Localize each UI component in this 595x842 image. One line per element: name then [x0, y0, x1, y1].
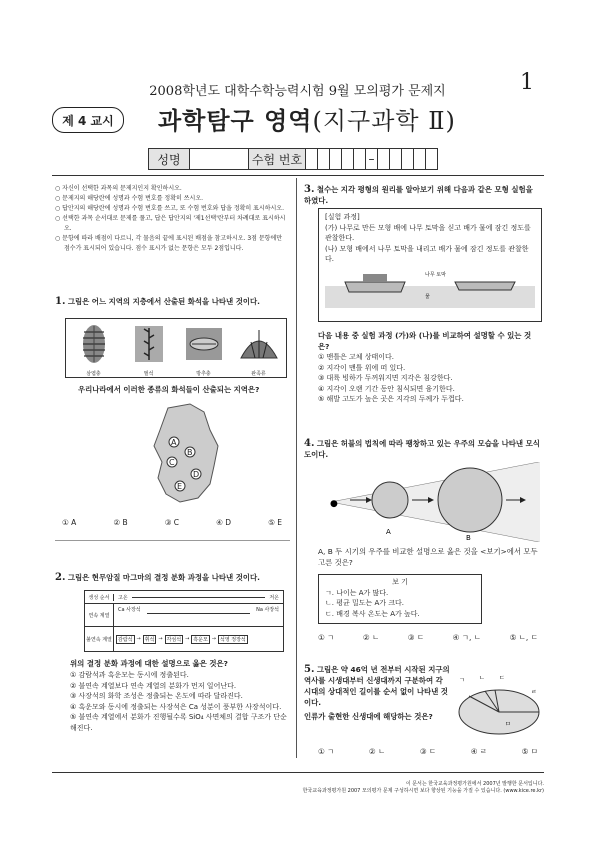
- fossil-brachiopod: 완족류: [234, 322, 284, 377]
- exam-no-dash: –: [366, 149, 378, 169]
- option[interactable]: ⑤ 해발 고도가 높은 곳은 지각의 두께가 두껍다.: [318, 395, 464, 403]
- choices: [318, 746, 538, 757]
- trilobite-icon: [72, 322, 116, 366]
- option[interactable]: ④ 지각이 오랜 기간 동안 침식되면 융기한다.: [318, 384, 455, 393]
- svg-text:D: D: [193, 470, 200, 479]
- question-stem: 그림은 어느 지역의 지층에서 산출된 화석을 나타낸 것이다.: [67, 297, 260, 306]
- choices: [62, 518, 282, 527]
- question-sub: 다음 내용 중 실험 과정 (가)와 (나)를 비교하여 설명할 수 있는 것은?: [318, 331, 532, 351]
- question-number: 3.: [304, 184, 315, 195]
- option[interactable]: ④ 흑운모와 동시에 정출되는 사장석은 Ca 성분이 풍부한 사장석이다.: [70, 702, 282, 711]
- option[interactable]: ⑤ 불연속 계열에서 분화가 진행될수록 SiO₄ 사면체의 결합 구조가 단순해진다.: [70, 713, 287, 732]
- fossil-fusulinid: 방추충: [179, 322, 229, 377]
- choice[interactable]: ③ C: [164, 518, 180, 527]
- svg-text:ㄱ: ㄱ: [459, 677, 465, 684]
- subsubject-name: (지구과학 Ⅱ): [312, 107, 456, 135]
- name-exam-box: [148, 148, 438, 170]
- option[interactable]: ② 지각이 맨틀 위에 떠 있다.: [318, 363, 406, 372]
- exam-no-digit[interactable]: [414, 149, 426, 169]
- exam-no-label: 수험 번호: [249, 149, 306, 169]
- fossil-trilobite: 삼엽충: [69, 322, 119, 377]
- svg-text:ㄴ: ㄴ: [479, 675, 485, 682]
- page-number: 1: [520, 70, 534, 95]
- svg-text:B: B: [187, 448, 193, 457]
- options: [318, 352, 540, 405]
- fossil-graptolite: 필석: [124, 322, 174, 377]
- exam-no-digit[interactable]: [378, 149, 390, 169]
- korea-map: [140, 402, 230, 512]
- name-label: 성명: [149, 149, 190, 169]
- instruction-item: ○ 문제지의 해당란에 성명과 수험 번호를 정확히 쓰시오.: [55, 195, 204, 202]
- svg-text:ㄹ: ㄹ: [531, 689, 537, 696]
- choice[interactable]: ④ ㄹ: [470, 747, 488, 756]
- exam-no-digit[interactable]: [354, 149, 366, 169]
- svg-text:A: A: [171, 438, 177, 447]
- question-4: [304, 438, 542, 460]
- exam-no-digit[interactable]: [402, 149, 414, 169]
- question-sub: 인류가 출현한 신생대에 해당하는 것은?: [304, 712, 433, 721]
- svg-text:B: B: [466, 534, 471, 542]
- svg-text:C: C: [169, 458, 175, 467]
- svg-text:E: E: [177, 482, 183, 491]
- choices: [318, 632, 538, 643]
- session-badge: 제 4 교시: [52, 107, 124, 133]
- footer: 이 문서는 한국교육과정평가원에서 2007년 발행한 문서입니다. 한국교육과정평가원 2007 모의평가 문제 구성하시면 보다 향상된 기능을 가질 수 있습니다. (www.kice.re.kr): [302, 781, 544, 794]
- exam-no-digit[interactable]: [318, 149, 330, 169]
- svg-text:물: 물: [425, 293, 430, 300]
- choice[interactable]: ③ ㄷ: [407, 633, 425, 642]
- exam-no-digit[interactable]: [390, 149, 402, 169]
- bogi-item: ㄱ. 나이는 A가 많다.: [325, 588, 389, 597]
- svg-text:나무 토막: 나무 토막: [425, 271, 446, 278]
- svg-text:A: A: [386, 528, 391, 536]
- bogi-item: ㄴ. 평균 밀도는 A가 크다.: [325, 599, 404, 607]
- boat-diagram: [325, 268, 535, 308]
- option[interactable]: ③ 사장석의 화학 조성은 정출되는 온도에 따라 달라진다.: [70, 692, 243, 700]
- instruction-item: ○ 답안지의 해당란에 성명과 수험 번호를 쓰고, 또 수험 번호와 답을 정확히 표시하시오.: [55, 205, 285, 212]
- question-5: [304, 664, 452, 722]
- question-stem: 그림은 약 46억 년 전부터 시작된 지구의 역사를 시생대부터 신생대까지 구분하여 각 시대의 상대적인 길이를 순서 없이 나타낸 것이다.: [304, 665, 450, 707]
- subject-name: 과학탐구 영역: [158, 106, 313, 135]
- name-field[interactable]: [190, 149, 249, 169]
- divider: [55, 540, 290, 541]
- instruction-item: ○ 문항에 따라 배점이 다르니, 각 물음의 끝에 표시된 배점을 참고하시오. 3점 문항에만 점수가 표시되어 있습니다. 점수 표시가 없는 문항은 모두 2점입니다.: [55, 235, 283, 252]
- fossil-figure: [65, 318, 287, 378]
- header-rule: [52, 175, 544, 176]
- question-stem: 철수는 지각 평형의 원리를 알아보기 위해 다음과 같은 모형 실험을 하였다.: [304, 185, 533, 205]
- question-number: 2.: [55, 572, 66, 583]
- question-number: 4.: [304, 438, 315, 449]
- instructions: [55, 184, 287, 254]
- bogi-item: ㄷ. 배경 복사 온도는 A가 높다.: [325, 609, 420, 618]
- exam-no-digit[interactable]: [426, 149, 437, 169]
- svg-text:●: ●: [330, 499, 338, 509]
- step-b: (나) 모형 배에서 나무 토막을 내리고 배가 물에 잠긴 정도를 관찰한다.: [325, 244, 529, 263]
- option[interactable]: ① 맨틀은 고체 상태이다.: [318, 353, 395, 361]
- graptolite-icon: [127, 322, 171, 366]
- choice[interactable]: ① A: [62, 518, 77, 527]
- experiment-box: [실험 과정] (가) 나무로 만든 모형 배에 나무 토막을 싣고 배가 물에 잠긴 정도를 관찰한다. (나) 모형 배에서 나무 토막을 내리고 배가 물에 잠긴 정도를 관찰한다. 나무 토막 물: [318, 208, 542, 322]
- question-number: 5.: [304, 664, 315, 675]
- choice[interactable]: ② ㄴ: [368, 747, 386, 756]
- svg-text:ㅁ: ㅁ: [505, 721, 511, 728]
- choice[interactable]: ① ㄱ: [318, 633, 335, 642]
- question-3: [304, 184, 542, 206]
- question-1: [55, 296, 290, 307]
- question-sub: A, B 두 시기의 우주를 비교한 설명으로 옳은 것을 <보기>에서 모두 고른 것은?: [318, 547, 538, 567]
- option[interactable]: ③ 대륙 빙하가 두꺼워지면 지각은 침강한다.: [318, 374, 453, 382]
- instruction-item: ○ 선택한 과목 순서대로 문제를 풀고, 답은 답안지의 '제1선택'란부터 차례대로 표시하시오.: [55, 215, 286, 232]
- option[interactable]: ② 불연속 계열보다 연속 계열의 분화가 먼저 일어난다.: [70, 681, 237, 690]
- crystallization-diagram: 생성 순서 고온 저온 연속 계열 Ca 사장석 Na 사장석 불연속 계열 감람석 → 휘석 → 각섬석 → 흑운모 → 석영 정장석: [84, 590, 284, 652]
- choice[interactable]: ④ ㄱ, ㄴ: [452, 633, 482, 642]
- question-2: [55, 572, 290, 583]
- exam-title: 2008학년도 대학수학능력시험 9월 모의평가 문제지: [149, 84, 446, 99]
- exam-no-digit[interactable]: [330, 149, 342, 169]
- fusulinid-icon: [182, 322, 226, 366]
- exam-no-digit[interactable]: [306, 149, 318, 169]
- question-number: 1.: [55, 296, 66, 307]
- svg-text:ㄷ: ㄷ: [499, 675, 505, 682]
- step-a: (가) 나무로 만든 모형 배에 나무 토막을 싣고 배가 물에 잠긴 정도를 관찰한다.: [325, 223, 531, 242]
- choice[interactable]: ⑤ ㅁ: [521, 747, 538, 756]
- question-sub: 위의 결정 분화 과정에 대한 설명으로 옳은 것은?: [70, 659, 228, 668]
- brachiopod-icon: [237, 322, 281, 366]
- era-pie-chart: [455, 672, 545, 742]
- option[interactable]: ① 감람석과 흑운모는 동시에 정출된다.: [70, 671, 189, 679]
- choice[interactable]: ④ D: [216, 518, 232, 527]
- choice[interactable]: ② B: [113, 518, 128, 527]
- options: [70, 670, 292, 733]
- question-stem: 그림은 허블의 법칙에 따라 팽창하고 있는 우주의 모습을 나타낸 모식도이다.: [304, 439, 540, 459]
- choice[interactable]: ① ㄱ: [318, 747, 335, 756]
- bogi-box: 보 기 ㄱ. 나이는 A가 많다. ㄴ. 평균 밀도는 A가 크다. ㄷ. 배경 복사 온도는 A가 높다.: [318, 574, 482, 624]
- subject-title: [158, 101, 456, 136]
- choice[interactable]: ② ㄴ: [362, 633, 380, 642]
- choice[interactable]: ⑤ E: [268, 518, 282, 527]
- choice[interactable]: ⑤ ㄴ, ㄷ: [509, 633, 538, 642]
- universe-diagram: [320, 462, 540, 542]
- footer-rule: [52, 772, 544, 773]
- column-divider: [296, 178, 297, 758]
- choice[interactable]: ③ ㄷ: [419, 747, 437, 756]
- instruction-item: ○ 자신이 선택한 과목의 문제지인지 확인하시오.: [55, 185, 182, 192]
- question-stem: 그림은 현무암질 마그마의 결정 분화 과정을 나타낸 것이다.: [67, 573, 260, 582]
- exam-no-digit[interactable]: [342, 149, 354, 169]
- question-sub: 우리나라에서 이러한 종류의 화석들이 산출되는 지역은?: [78, 385, 260, 394]
